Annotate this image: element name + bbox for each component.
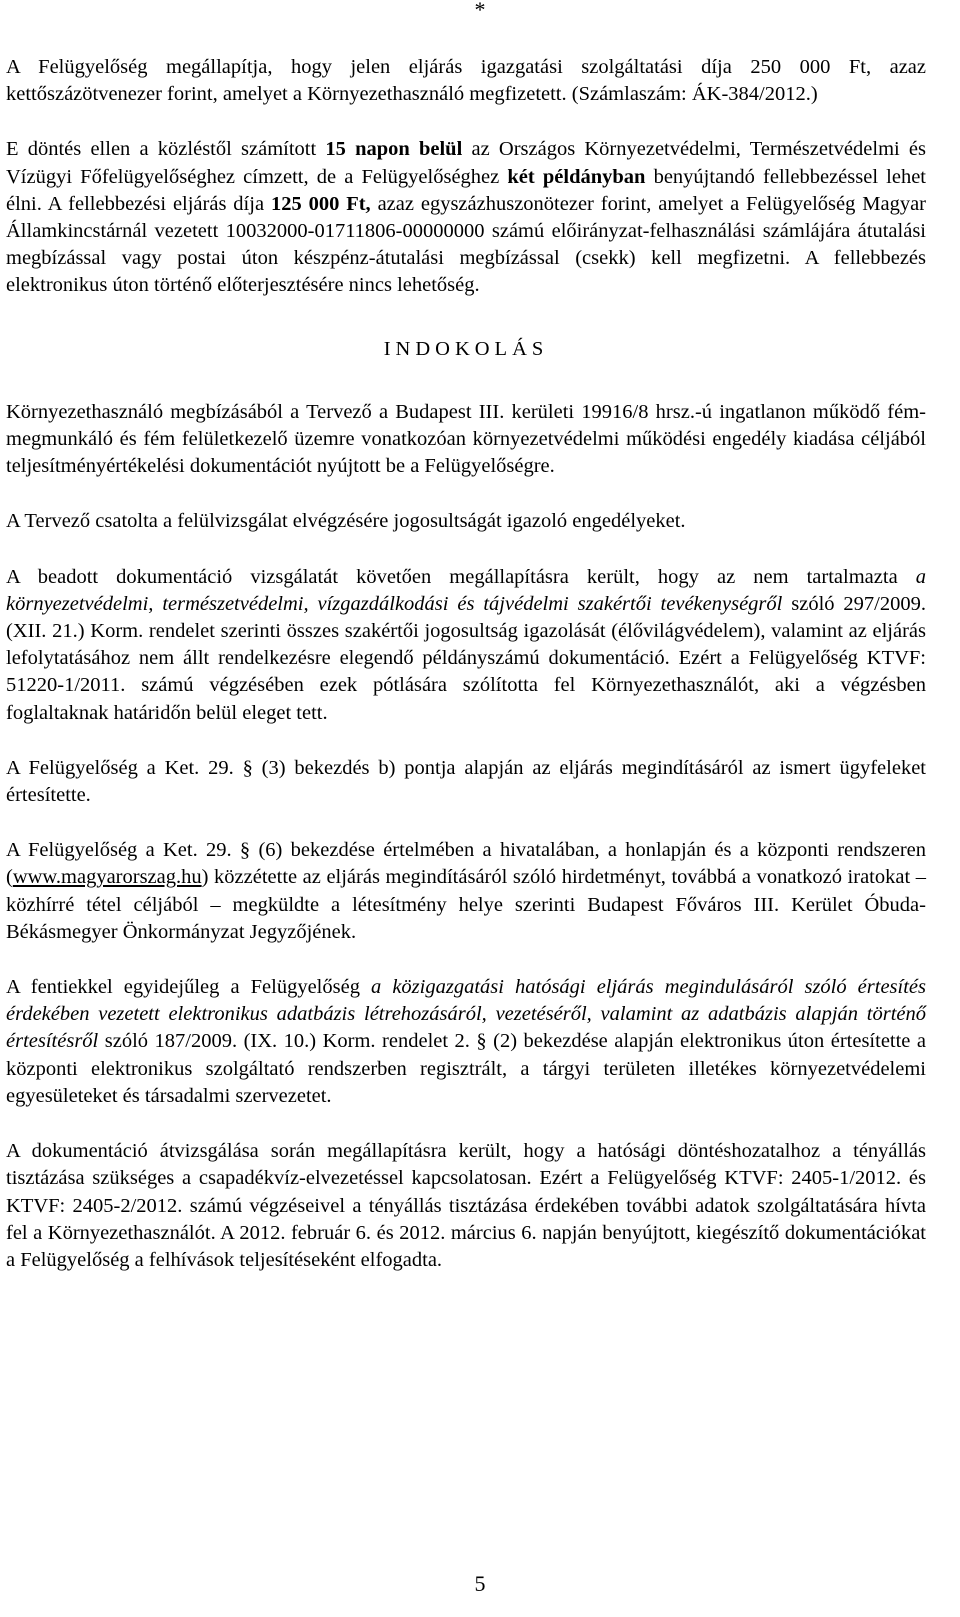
fee-paragraph: A Felügyelőség megállapítja, hogy jelen eljárás igazgatási szolgáltatási díja 250 000 Ft, azaz kettőszázötvenezer forint, amelyet a Környezethasználó megfizetett. (Számlaszám: ÁK-384/2012.) [6,56,926,106]
clarification-paragraph: A dokumentáció átvizsgálása során megállapításra került, hogy a hatósági döntéshozatalhoz a tényállás tisztázása szükséges a csapadékvíz-elvezetéssel kapcsolatosan. Ezért a Felügyelőség KTVF: 2405-1/2012. és KTVF: 2405-2/2012. számú végzéseivel a tényállás tisztázása érdekében további adatok szolgáltatására hívta fel a Környezethasználót. A 2012. február 6. és 2012. március 6. napján benyújtott, kiegészítő dokumentációkat a Felügyelőség a felhívások teljesítéseként elfogadta. [6,1140,926,1271]
electronic-notice-text-1: A fentiekkel egyidejűleg a Felügyelőség [6,976,372,999]
notification-paragraph: A Felügyelőség a Ket. 29. § (3) bekezdés b) pontja alapján az eljárás megindításáról az ismert ügyfeleket értesítette. [6,756,926,807]
magyarorszag-link[interactable]: www.magyarorszag.hu [12,866,202,889]
background-paragraph: Környezethasználó megbízásából a Tervező a Budapest III. kerületi 19916/8 hrsz.-ú ingatlanon működő fém-megmunkáló és fém felületkezelő üzemre vonatkozóan környezetvédelmi működési engedély kiadása céljából teljesítményértékelési dokumentációt nyújtott be a Felügyelőségre. [6,400,926,478]
appeal-fee: 125 000 Ft, [270,192,371,215]
review-regulation-title: a környezetvédelmi, természetvédelmi, vízgazdálkodási és tájvédelmi szakértői tevékenységről [6,565,926,615]
publication-text-2: ) közzétette az eljárás megindításáról szóló hirdetményt, továbbá a vonatkozó iratokat – közhírré tétel céljából – megküldte a létesítmény helye szerinti Budapest Főváros III. Kerület Óbuda-Békásmegyer Önkormányzat Jegyzőjének. [6,866,926,943]
section-heading: INDOKOLÁS [383,337,549,360]
review-text-1: A beadott dokumentáció vizsgálatát követően megállapításra került, hogy az nem tartalmazta [6,565,916,588]
page-number: 5 [474,1571,486,1596]
electronic-notice-text-2: szóló 187/2009. (IX. 10.) Korm. rendelet 2. § (2) bekezdése alapján elektronikus úton értesítette a központi elektronikus szolgáltató rendszerben regisztrált, a tárgyi területen illetékes környezetvédelemi egyesületeket és társadalmi szervezetet. [6,1030,926,1107]
review-text-2: szóló 297/2009. (XII. 21.) Korm. rendelet szerinti összes szakértői jogosultság igazolását (élővilágvédelem), valamint az eljárás lefolytatásához nem állt rendelkezésre elegendő példányszámú dokumentáció. Ezért a Felügyelőség KTVF: 51220-1/2011. számú végzésében ezek pótlására szólította fel Környezethasználót, aki a végzésben foglaltaknak határidőn belül eleget tett. [6,592,927,724]
appeal-copies: két példányban [507,165,646,188]
publication-paragraph [6,837,926,946]
electronic-notice-paragraph [6,974,926,1110]
appeal-deadline: 15 napon belül [325,138,463,161]
document-body [6,54,926,1302]
appeal-text-4: azaz egyszázhuszonötezer forint, amelyet a Felügyelőség Magyar Államkincstárnál vezetett 10032000-01711806-00000000 számú előirányzat-felhasználási számlájára átutalási megbízással vagy postai úton készpénz-átutalási megbízással (csekk) kell megfizetni. A fellebbezés elektronikus úton történő előterjesztésére nincs lehetőség. [6,192,926,297]
appeal-text-3: benyújtandó fellebbezéssel lehet élni. A fellebbezési eljárás díja [6,165,926,215]
appeal-paragraph [6,136,926,299]
publication-text-1: A Felügyelőség a Ket. 29. § (6) bekezdése értelmében a hivatalában, a honlapján és a központi rendszeren ( [6,839,926,889]
electronic-notice-regulation-title: a közigazgatási hatósági eljárás megindulásáról szóló értesítés érdekében vezetett elektronikus adatbázis létrehozásáról, vezetéséről, valamint az adatbázis alapján történő értesítésről [6,976,926,1053]
review-paragraph [6,564,926,727]
appeal-text-1: E döntés ellen a közléstől számított [6,138,326,161]
permits-paragraph: A Tervező csatolta a felülvizsgálat elvégzésére jogosultságát igazoló engedélyeket. [6,510,686,533]
header-asterisk: * [474,0,486,22]
appeal-text-2: az Országos Környezetvédelmi, Természetvédelmi és Vízügyi Főfelügyelőséghez címzett, de a Felügyelőséghez [6,138,926,188]
